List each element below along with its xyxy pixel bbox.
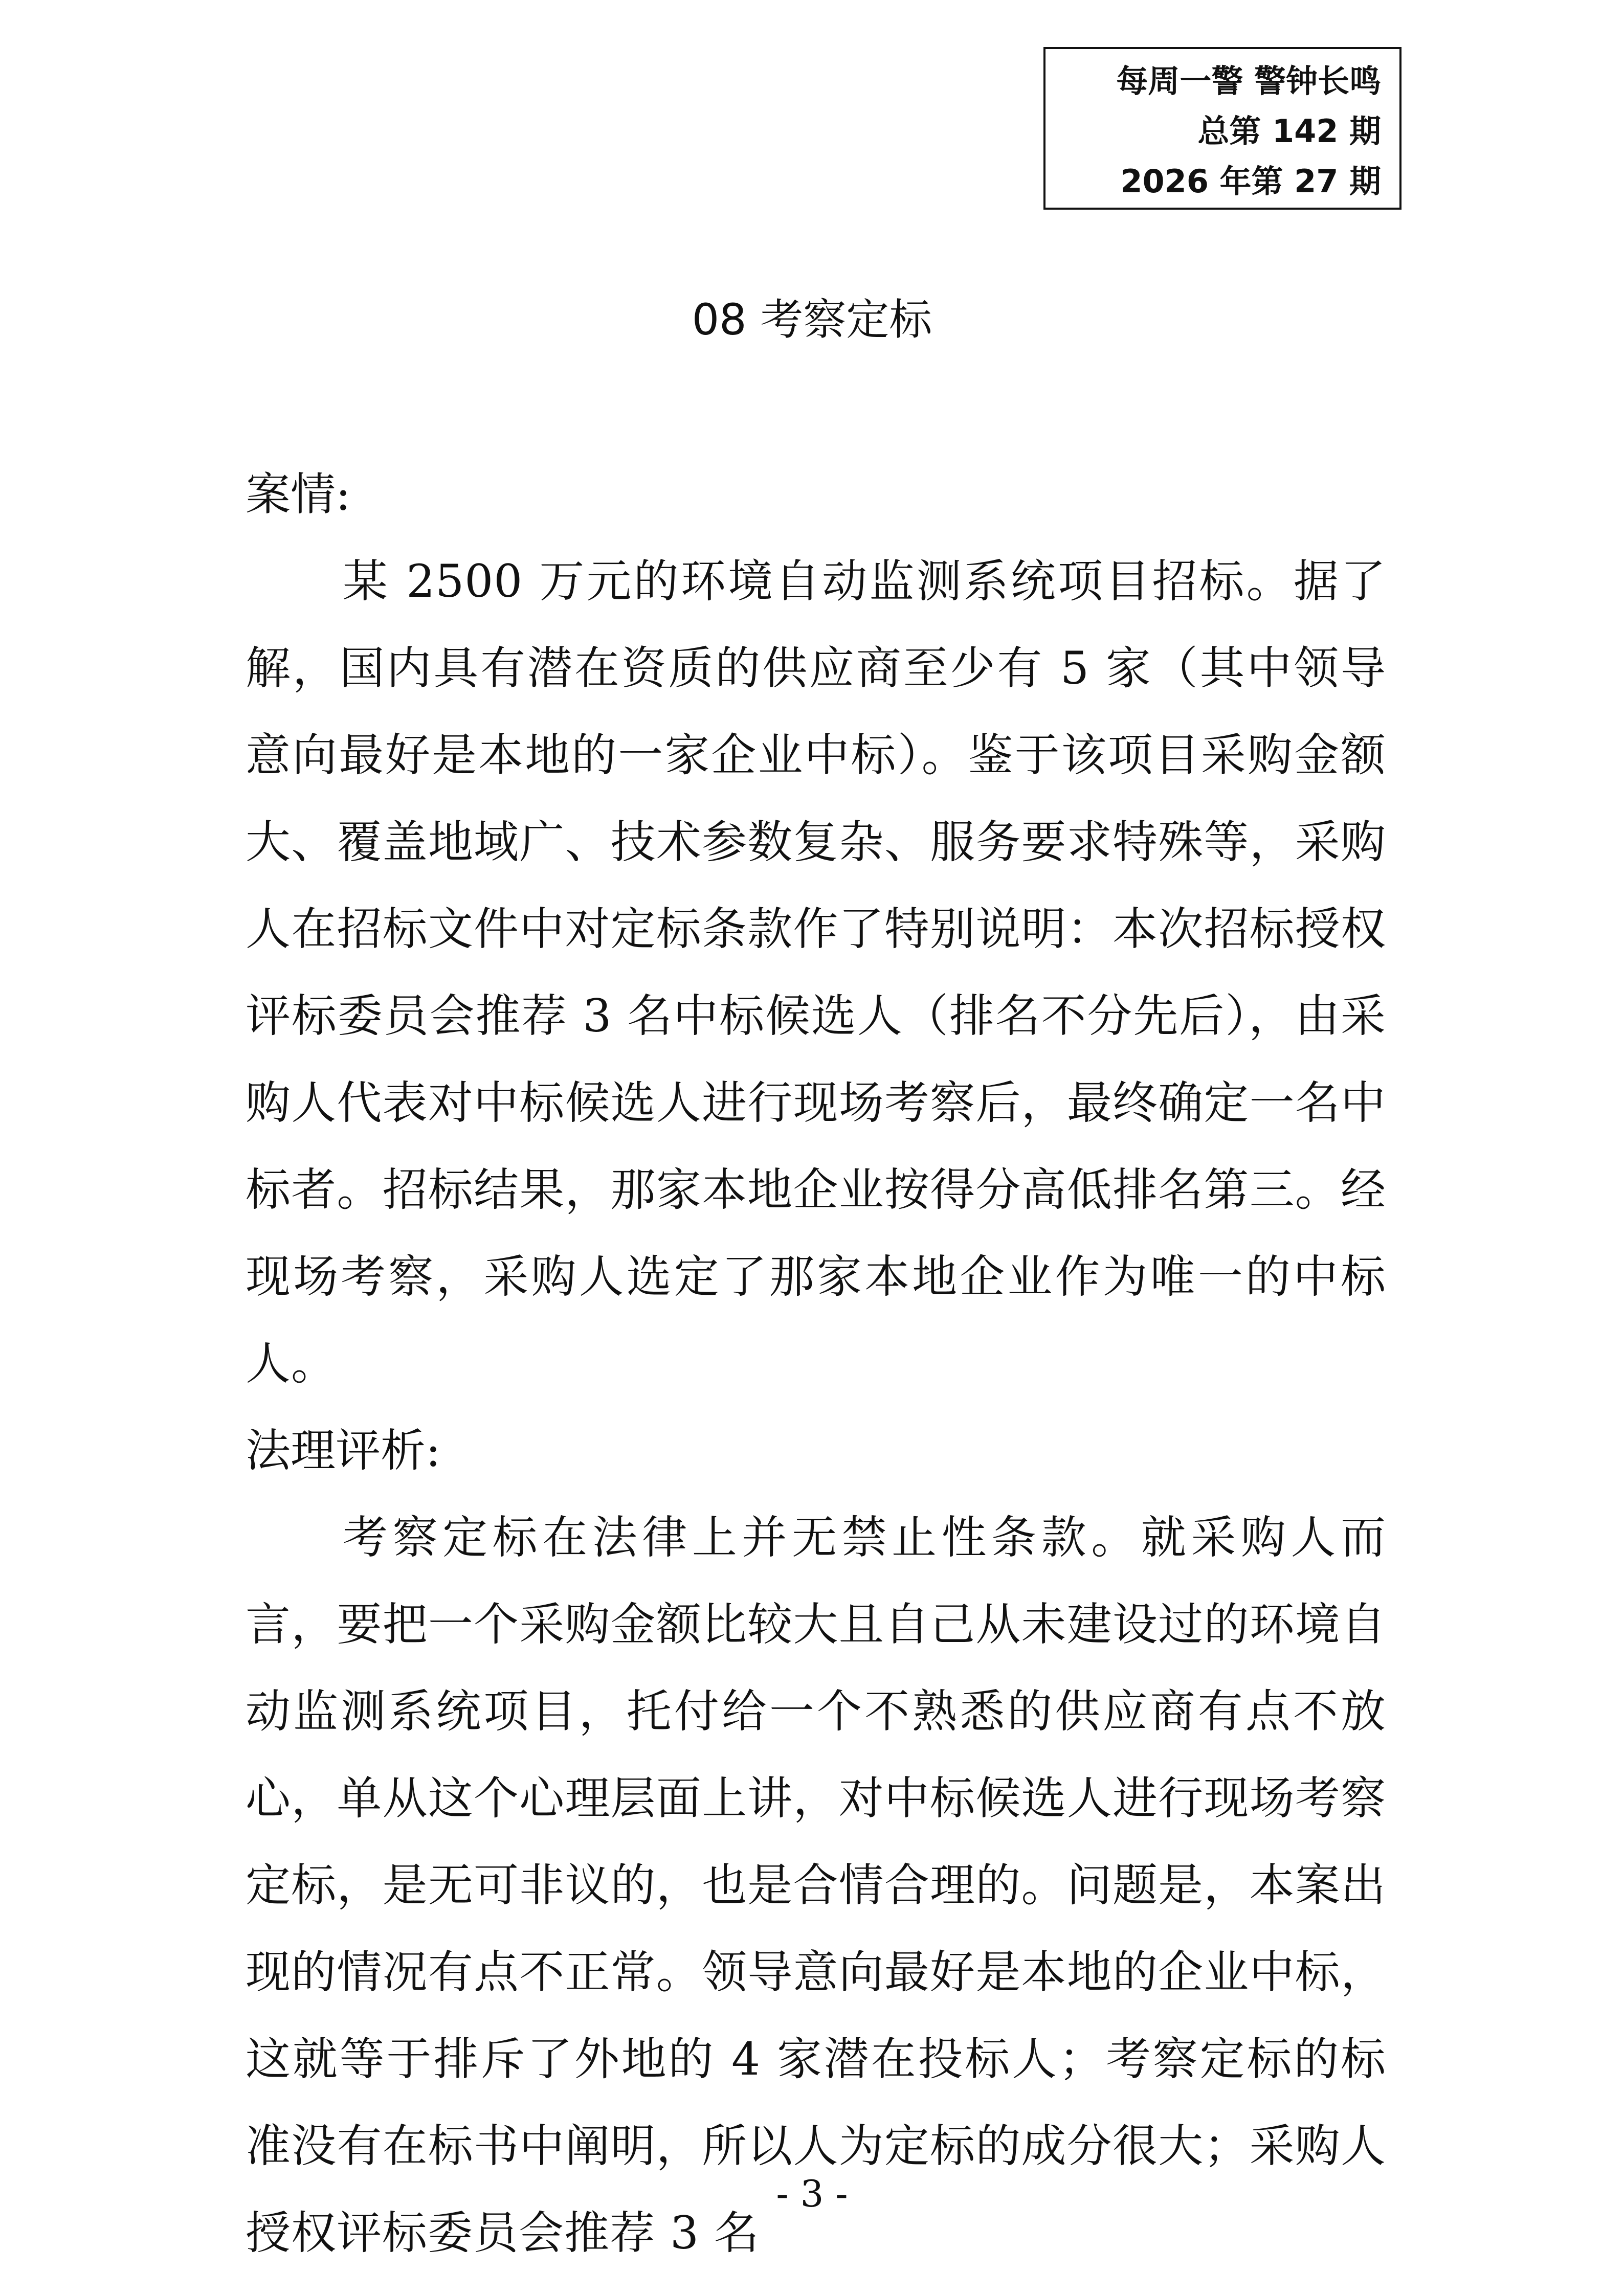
issue-info-box: [1043, 47, 1401, 210]
article-body: [246, 451, 1386, 2277]
case-paragraph: 某 2500 万元的环境自动监测系统项目招标。据了解，国内具有潜在资质的供应商至少有 5 家（其中领导意向最好是本地的一家企业中标）。鉴于该项目采购金额大、覆盖地域广、技术参数复杂、服务要求特殊等，采购人在招标文件中对定标条款作了特别说明：本次招标授权评标委员会推荐 3 名中标候选人（排名不分先后），由采购人代表对中标候选人进行现场考察后，最终确定一名中标者。招标结果，那家本地企业按得分高低排名第三。经现场考察，采购人选定了那家本地企业作为唯一的中标人。: [246, 555, 1386, 1390]
article-title: 08 考察定标: [692, 295, 932, 345]
issue-total-number: 总第 142 期: [1197, 112, 1381, 150]
page-number: - 3 -: [776, 2172, 848, 2215]
analysis-heading: 法理评析:: [246, 1424, 441, 1477]
case-heading: 案情:: [246, 468, 351, 521]
analysis-paragraph: 考察定标在法律上并无禁止性条款。就采购人而言，要把一个采购金额比较大且自己从未建设过的环境自动监测系统项目，托付给一个不熟悉的供应商有点不放心，单从这个心理层面上讲，对中标候选人进行现场考察定标，是无可非议的，也是合情合理的。问题是，本案出现的情况有点不正常。领导意向最好是本地的企业中标，这就等于排斥了外地的 4 家潜在投标人；考察定标的标准没有在标书中阐明，所以人为定标的成分很大；采购人授权评标委员会推荐 3 名: [246, 1511, 1386, 2259]
issue-year-number: 2026 年第 27 期: [1120, 163, 1381, 200]
issue-slogan: 每周一警 警钟长鸣: [1116, 62, 1381, 100]
